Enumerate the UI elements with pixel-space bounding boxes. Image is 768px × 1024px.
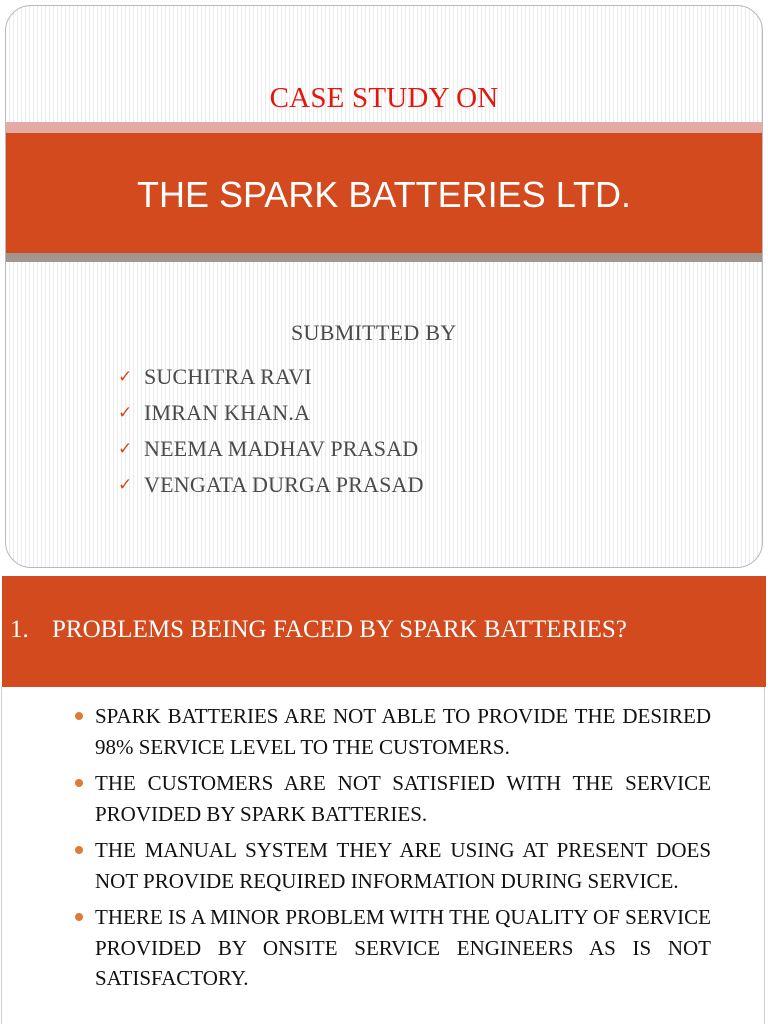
list-item-text: THE MANUAL SYSTEM THEY ARE USING AT PRESENT DOES NOT PROVIDE REQUIRED INFORMATION DURING SERVICE.: [95, 838, 711, 893]
heading-number: 1.: [10, 616, 29, 643]
member-item: [118, 398, 310, 428]
title-band: [6, 133, 762, 253]
problem-list: [95, 701, 711, 1000]
submitted-by-label: SUBMITTED BY: [291, 320, 457, 345]
bullet-dot-icon: [75, 712, 83, 720]
member-name: SUCHITRA RAVI: [144, 364, 312, 389]
title-accent-bar-top: [6, 122, 762, 133]
heading-text: PROBLEMS BEING FACED BY SPARK BATTERIES?: [52, 616, 627, 643]
checkmark-icon: ✓: [118, 475, 133, 495]
bullet-dot-icon: [75, 779, 83, 787]
slide-heading: [10, 616, 627, 644]
bullet-dot-icon: [75, 913, 83, 921]
slide-subtitle: CASE STUDY ON: [269, 82, 499, 114]
list-item-text: THE CUSTOMERS ARE NOT SATISFIED WITH THE SERVICE PROVIDED BY SPARK BATTERIES.: [95, 771, 711, 826]
list-item: [95, 902, 711, 994]
slide-content: [1, 687, 765, 1024]
member-item: [118, 434, 418, 464]
member-name: IMRAN KHAN.A: [144, 400, 311, 425]
checkmark-icon: ✓: [118, 367, 133, 387]
member-name: NEEMA MADHAV PRASAD: [144, 436, 419, 461]
checkmark-icon: ✓: [118, 439, 133, 459]
title-slide: [5, 5, 763, 568]
member-item: [118, 470, 424, 500]
title-accent-bar-bottom: [6, 253, 762, 262]
list-item: [95, 768, 711, 829]
list-item: [95, 701, 711, 762]
member-name: VENGATA DURGA PRASAD: [144, 472, 424, 497]
member-item: [118, 362, 312, 392]
list-item: [95, 835, 711, 896]
problems-slide: [0, 576, 768, 1024]
list-item-text: SPARK BATTERIES ARE NOT ABLE TO PROVIDE THE DESIRED 98% SERVICE LEVEL TO THE CUSTOMERS.: [95, 704, 711, 759]
checkmark-icon: ✓: [118, 403, 133, 423]
list-item-text: THERE IS A MINOR PROBLEM WITH THE QUALITY OF SERVICE PROVIDED BY ONSITE SERVICE ENGINEERS AS IS NOT SATISFACTORY.: [95, 905, 711, 990]
slide-header-band: [2, 576, 766, 687]
bullet-dot-icon: [75, 846, 83, 854]
slide-title: THE SPARK BATTERIES LTD.: [136, 174, 632, 215]
